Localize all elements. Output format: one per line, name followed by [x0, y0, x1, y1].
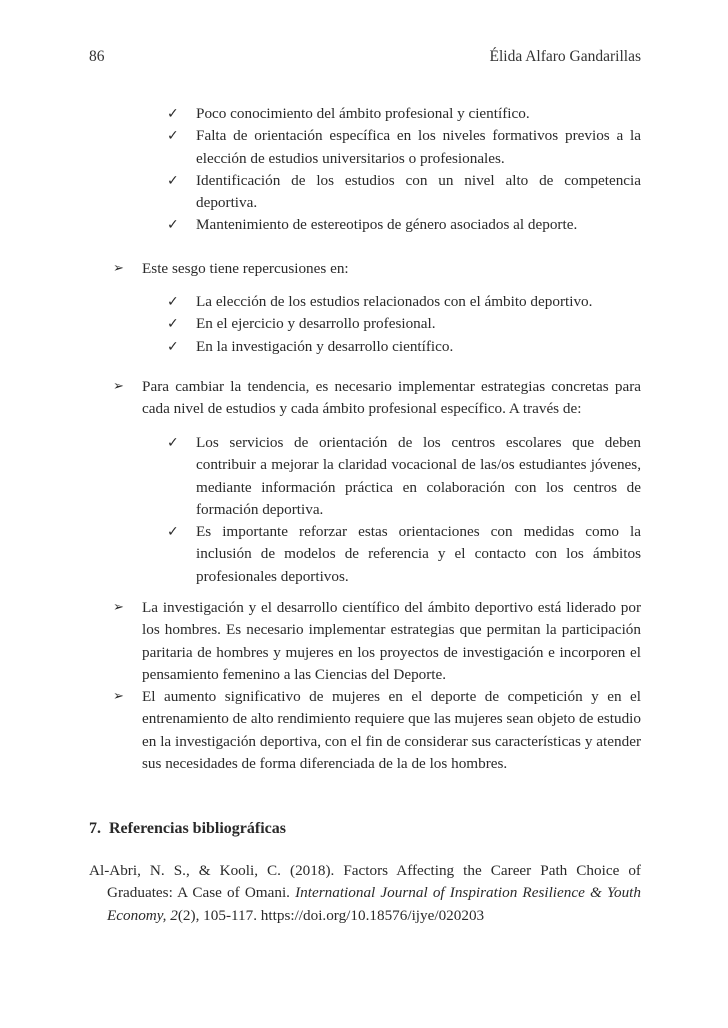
- reference-issue: (2), 105-117. https://doi.org/10.18576/ijye/020203: [177, 906, 485, 924]
- list-item: ✓ Falta de orientación específica en los niveles formativos previos a la elección de estudios universitarios o profesionales.: [167, 127, 641, 167]
- check-icon: ✓: [167, 106, 179, 122]
- check-icon: ✓: [167, 217, 179, 234]
- list-item: ✓ Identificación de los estudios con un nivel alto de competencia deportiva.: [167, 171, 641, 212]
- check-icon: ✓: [167, 524, 179, 541]
- page-header: [89, 46, 641, 68]
- checklist-c: [0, 432, 728, 588]
- running-author: Élida Alfaro Gandarillas: [489, 48, 641, 65]
- check-icon: ✓: [167, 294, 179, 310]
- arrow-bullet-icon: ➢: [113, 689, 124, 704]
- list-item: ✓ Mantenimiento de estereotipos de género asociados al deporte.: [0, 214, 728, 236]
- page-number: 86: [89, 48, 105, 65]
- bullet-1: ➢ Este sesgo tiene repercusiones en:: [0, 258, 728, 280]
- list-item: ✓ Los servicios de orientación de los centros escolares que deben contribuir a mejorar la claridad vocacional de las/os estudiantes jóvenes, mediante información práctica en colaboración con los centros de formación deportiva.: [167, 434, 641, 518]
- section-number: 7.: [89, 820, 101, 837]
- list-item: ✓ En el ejercicio y desarrollo profesional.: [0, 313, 728, 335]
- check-icon: ✓: [167, 316, 179, 333]
- check-icon: ✓: [167, 435, 179, 451]
- reference-journal: International Journal of Inspiration Resilience & Youth Economy, 2: [107, 884, 641, 924]
- check-icon: ✓: [167, 172, 179, 189]
- check-icon: ✓: [167, 338, 179, 355]
- list-item: ✓ La elección de los estudios relacionados con el ámbito deportivo.: [0, 291, 728, 313]
- list-item: ✓ En la investigación y desarrollo científico.: [0, 336, 728, 358]
- arrow-bullet-icon: ➢: [113, 261, 124, 276]
- section-title: Referencias bibliográficas: [109, 820, 287, 837]
- check-icon: ✓: [167, 128, 179, 145]
- bullet-4: ➢ El aumento significativo de mujeres en el deporte de competición y en el entrenamiento de alto rendimiento requiere que las mujeres sean objeto de estudio en la investigación deportiva, con el fin de considerar sus características y atender sus necesidades de forma diferenciada de la de los hombres.: [113, 688, 641, 772]
- checklist-b: [0, 291, 728, 358]
- list-item: ✓ Poco conocimiento del ámbito profesional y científico.: [0, 103, 728, 125]
- section-heading: [89, 818, 286, 840]
- bullet-3: ➢ La investigación y el desarrollo científico del ámbito deportivo está liderado por los hombres. Es necesario implementar estrategias que permitan la participación paritaria de hombres y mujeres en los proyectos de investigación e incorporen el pensamiento femenino a las Ciencias del Deporte.: [113, 599, 641, 683]
- reference-authors: Al-Abri, N. S., & Kooli, C. (2018). Factors Affecting the Career Path Choice of Graduates: A Case of Omani.: [89, 862, 641, 902]
- checklist-a: [0, 103, 728, 237]
- arrow-bullet-icon: ➢: [113, 600, 124, 615]
- list-item: ✓ Es importante reforzar estas orientaciones con medidas como la inclusión de modelos de referencia y el contacto con los ámbitos profesionales deportivos.: [167, 523, 641, 585]
- arrow-bullet-icon: ➢: [113, 379, 124, 394]
- reference-entry: [89, 860, 641, 927]
- bullet-2: ➢ Para cambiar la tendencia, es necesario implementar estrategias concretas para cada nivel de estudios y cada ámbito profesional específico. A través de:: [113, 378, 641, 418]
